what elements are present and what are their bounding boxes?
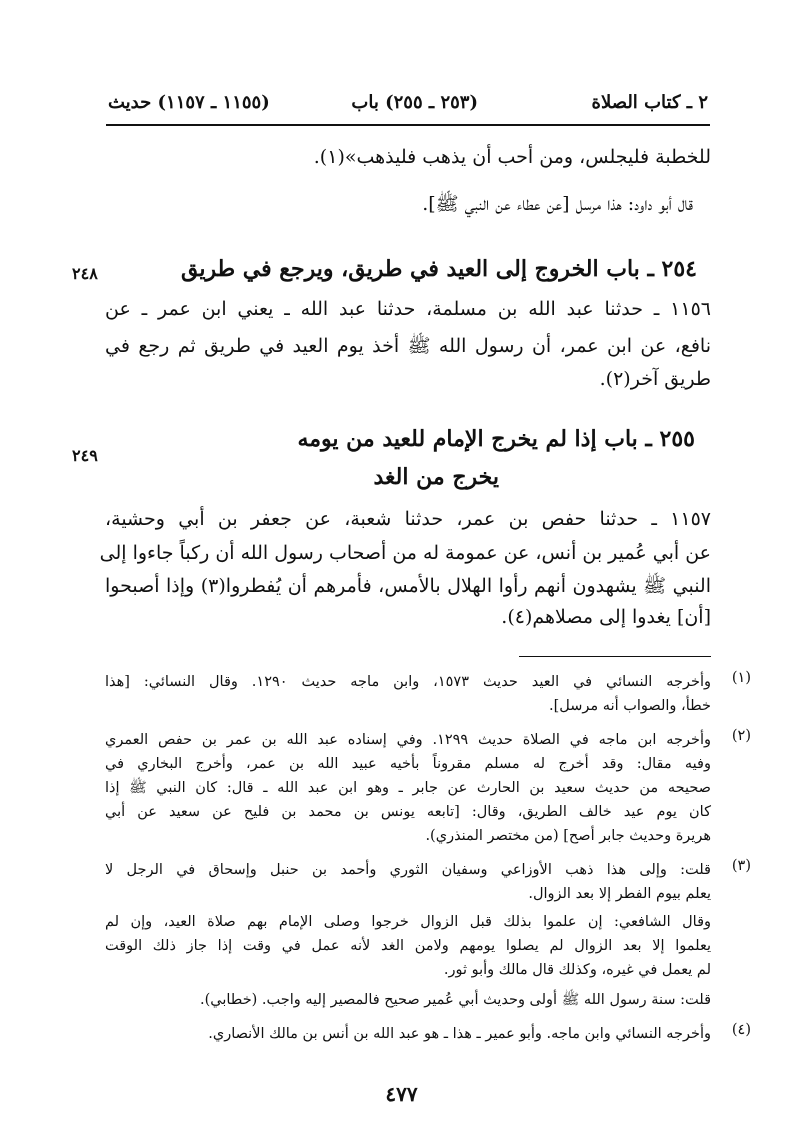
footnote-3-line-4: يعلموا إلا بعد الزوال لم يصلوا يومهم ولامن الغد لأنه عمل في وقت إذا جاز ذلك الوقت xyxy=(105,938,711,954)
footnote-3-line-6: قلت: سنة رسول الله ﷺ أولى وحديث أبي عُمير صحيح فالمصير إليه واجب. (خطابي). xyxy=(200,992,711,1008)
footnote-2-number: (٢) xyxy=(731,728,751,744)
chapter-254-heading: ٢٥٤ ـ باب الخروج إلى العيد في طريق، ويرجع في طريق xyxy=(180,256,697,282)
intro-line-2: قال أبو داود: هذا مرسل [عن عطاء عن النبي ﷺ]. xyxy=(422,193,693,215)
hadith-1157-line-2: عن أبي عُمير بن أنس، عن عمومة له من أصحاب رسول الله أن ركباً جاءوا إلى xyxy=(99,542,711,564)
footnote-4-line-1: وأخرجه النسائي وابن ماجه. وأبو عمير ـ هذا ـ هو عبد الله بن أنس بن مالك الأنصاري. xyxy=(208,1026,711,1042)
footnote-4-number: (٤) xyxy=(731,1022,751,1038)
footnote-3-line-2: يعلم بيوم الفطر إلا بعد الزوال. xyxy=(528,886,711,902)
chapter-255-heading-line-1: ٢٥٥ ـ باب إذا لم يخرج الإمام للعيد من يومه xyxy=(297,426,695,452)
footnote-3-line-5: لم يعمل في غيره، وكذلك قال مالك وأبو ثور. xyxy=(443,962,711,978)
running-header xyxy=(108,92,708,120)
hadith-1157-line-3: النبي ﷺ يشهدون أنهم رأوا الهلال بالأمس، فأمرهم أن يُفطروا(٣) وإذا أصبحوا xyxy=(105,575,711,597)
footnote-1-line-2: خطأ، والصواب أنه مرسل]. xyxy=(549,698,711,714)
footnote-rule xyxy=(519,656,711,657)
hadith-1157-line-1: ١١٥٧ ـ حدثنا حفص بن عمر، حدثنا شعبة، عن جعفر بن أبي وحشية، xyxy=(105,508,711,530)
page-number: ٤٧٧ xyxy=(385,1082,418,1106)
footnote-2-line-3: صحيحه من حديث سعيد بن الحارث عن جابر ـ وهو ابن عبد الله ـ قال: كان النبي ﷺ إذا xyxy=(105,780,711,796)
hadith-1157-line-4: [أن] يغدوا إلى مصلاهم(٤). xyxy=(501,606,711,628)
hadith-1156-line-1: ١١٥٦ ـ حدثنا عبد الله بن مسلمة، حدثنا عبد الله ـ يعني ابن عمر ـ عن xyxy=(105,298,711,320)
footnote-3-line-3: وقال الشافعي: إن علموا بذلك قبل الزوال خرجوا وصلى الإمام بهم صلاة العيد، وإن لم xyxy=(105,914,711,930)
hadith-1156-line-2: نافع، عن ابن عمر، أن رسول الله ﷺ أخذ يوم العيد في طريق ثم رجع في xyxy=(105,335,711,357)
chapter-255-heading-line-2: يخرج من الغد xyxy=(373,464,499,490)
footnote-2-line-2: وفيه مقال: وقد أخرج له مسلم مقروناً بأخيه عبيد الله بن عمر، وأخرج البخاري في xyxy=(105,756,711,772)
header-book-title: ٢ ـ كتاب الصلاة xyxy=(591,92,708,113)
header-chapter-range: (٢٥٣ ـ ٢٥٥) باب xyxy=(351,92,478,113)
hadith-1156-line-3: طريق آخر(٢). xyxy=(599,368,711,390)
margin-number-249: ٢٤٩ xyxy=(72,446,98,465)
header-rule xyxy=(106,124,710,126)
header-hadith-range: (١١٥٥ ـ ١١٥٧) حديث xyxy=(108,92,270,113)
footnote-2-line-4: كان يوم عيد خالف الطريق، وقال: [تابعه يونس بن محمد بن فليح عن سعيد عن أبي xyxy=(105,804,711,820)
footnote-2-line-5: هريرة وحديث جابر أصح] (من مختصر المنذري). xyxy=(425,828,711,844)
footnote-1-number: (١) xyxy=(731,670,751,686)
intro-line-1: للخطبة فليجلس، ومن أحب أن يذهب فليذهب»(١). xyxy=(313,146,711,168)
footnote-2-line-1: وأخرجه ابن ماجه في الصلاة حديث ١٢٩٩. وفي إسناده عبد الله بن عمر بن حفص العمري xyxy=(105,732,711,748)
footnote-1-line-1: وأخرجه النسائي في العيد حديث ١٥٧٣، وابن ماجه حديث ١٢٩٠. وقال النسائي: [هذا xyxy=(105,674,711,690)
margin-number-248: ٢٤٨ xyxy=(72,264,98,283)
footnote-3-line-1: قلت: وإلى هذا ذهب الأوزاعي وسفيان الثوري وأحمد بن حنبل وإسحاق في الرجل لا xyxy=(105,862,711,878)
footnote-3-number: (٣) xyxy=(731,858,751,874)
